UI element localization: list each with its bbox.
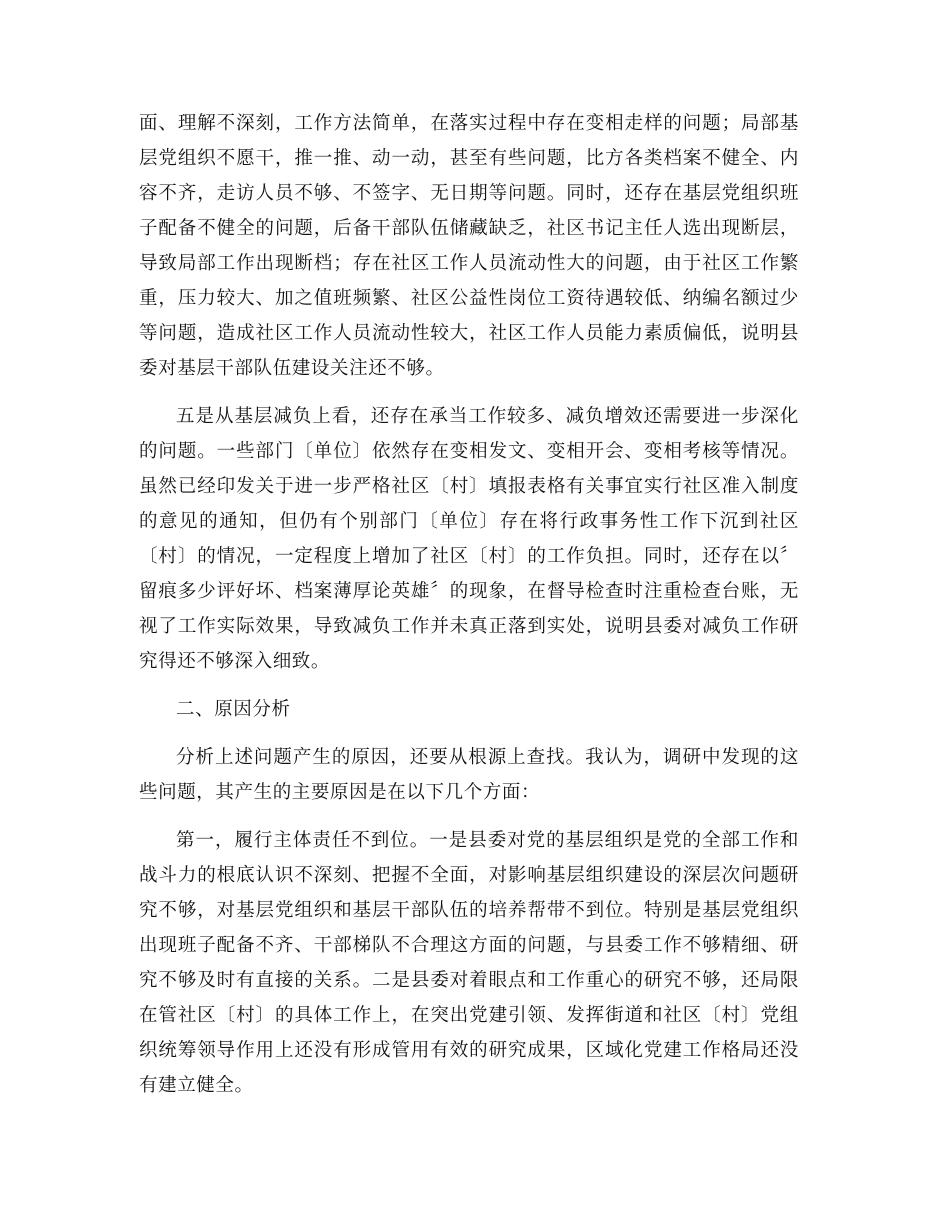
paragraph-continued: 面、理解不深刻，工作方法简单，在落实过程中存在变相走样的问题；局部基层党组织不愿干，推一推、动一动，甚至有些问题，比方各类档案不健全、内容不齐，走访人员不够、不签字、无日期等问题。同时，还存在基层党组织班子配备不健全的问题，后备干部队伍储藏缺乏，社区书记主任人选出现断层，导致局部工作出现断档；存在社区工作人员流动性大的问题，由于社区工作繁重，压力较大、加之值班频繁、社区公益性岗位工资待遇较低、纳编名额过少等问题，造成社区工作人员流动性较大，社区工作人员能力素质偏低，说明县委对基层干部队伍建设关注还不够。 bbox=[139, 113, 799, 379]
paragraph-burden-reduction: 五是从基层减负上看，还存在承当工作较多、减负增效还需要进一步深化的问题。一些部门〔单位〕依然存在变相发文、变相开会、变相考核等情况。虽然已经印发关于进一步严格社区〔村〕填报表格有关事宜实行社区准入制度的意见的通知，但仍有个别部门〔单位〕存在将行政事务性工作下沉到社区〔村〕的情况，一定程度上增加了社区〔村〕的工作负担。同时，还存在以〞留痕多少评好坏、档案薄厚论英雄〞的现象，在督导检查时注重检查台账，无视了工作实际效果，导致减负工作并未真正落到实处，说明县委对减负工作研究得还不够深入细致。 bbox=[139, 406, 799, 672]
paragraph-first-cause: 第一，履行主体责任不到位。一是县委对党的基层组织是党的全部工作和战斗力的根底认识不深刻、把握不全面，对影响基层组织建设的深层次问题研究不够，对基层党组织和基层干部队伍的培养帮带不到位。特别是基层党组织出现班子配备不齐、干部梯队不合理这方面的问题，与县委工作不够精细、研究不够及时有直接的关系。二是县委对着眼点和工作重心的研究不够，还局限在管社区〔村〕的具体工作上，在突出党建引领、发挥街道和社区〔村〕党组织统筹领导作用上还没有形成管用有效的研究成果，区域化党建工作格局还没有建立健全。 bbox=[139, 830, 799, 1096]
document-body bbox=[139, 106, 799, 1116]
paragraph-analysis-intro: 分析上述问题产生的原因，还要从根源上查找。我认为，调研中发现的这些问题，其产生的主要原因是在以下几个方面： bbox=[139, 747, 799, 803]
section-heading-cause-analysis: 二、原因分析 bbox=[176, 699, 291, 720]
